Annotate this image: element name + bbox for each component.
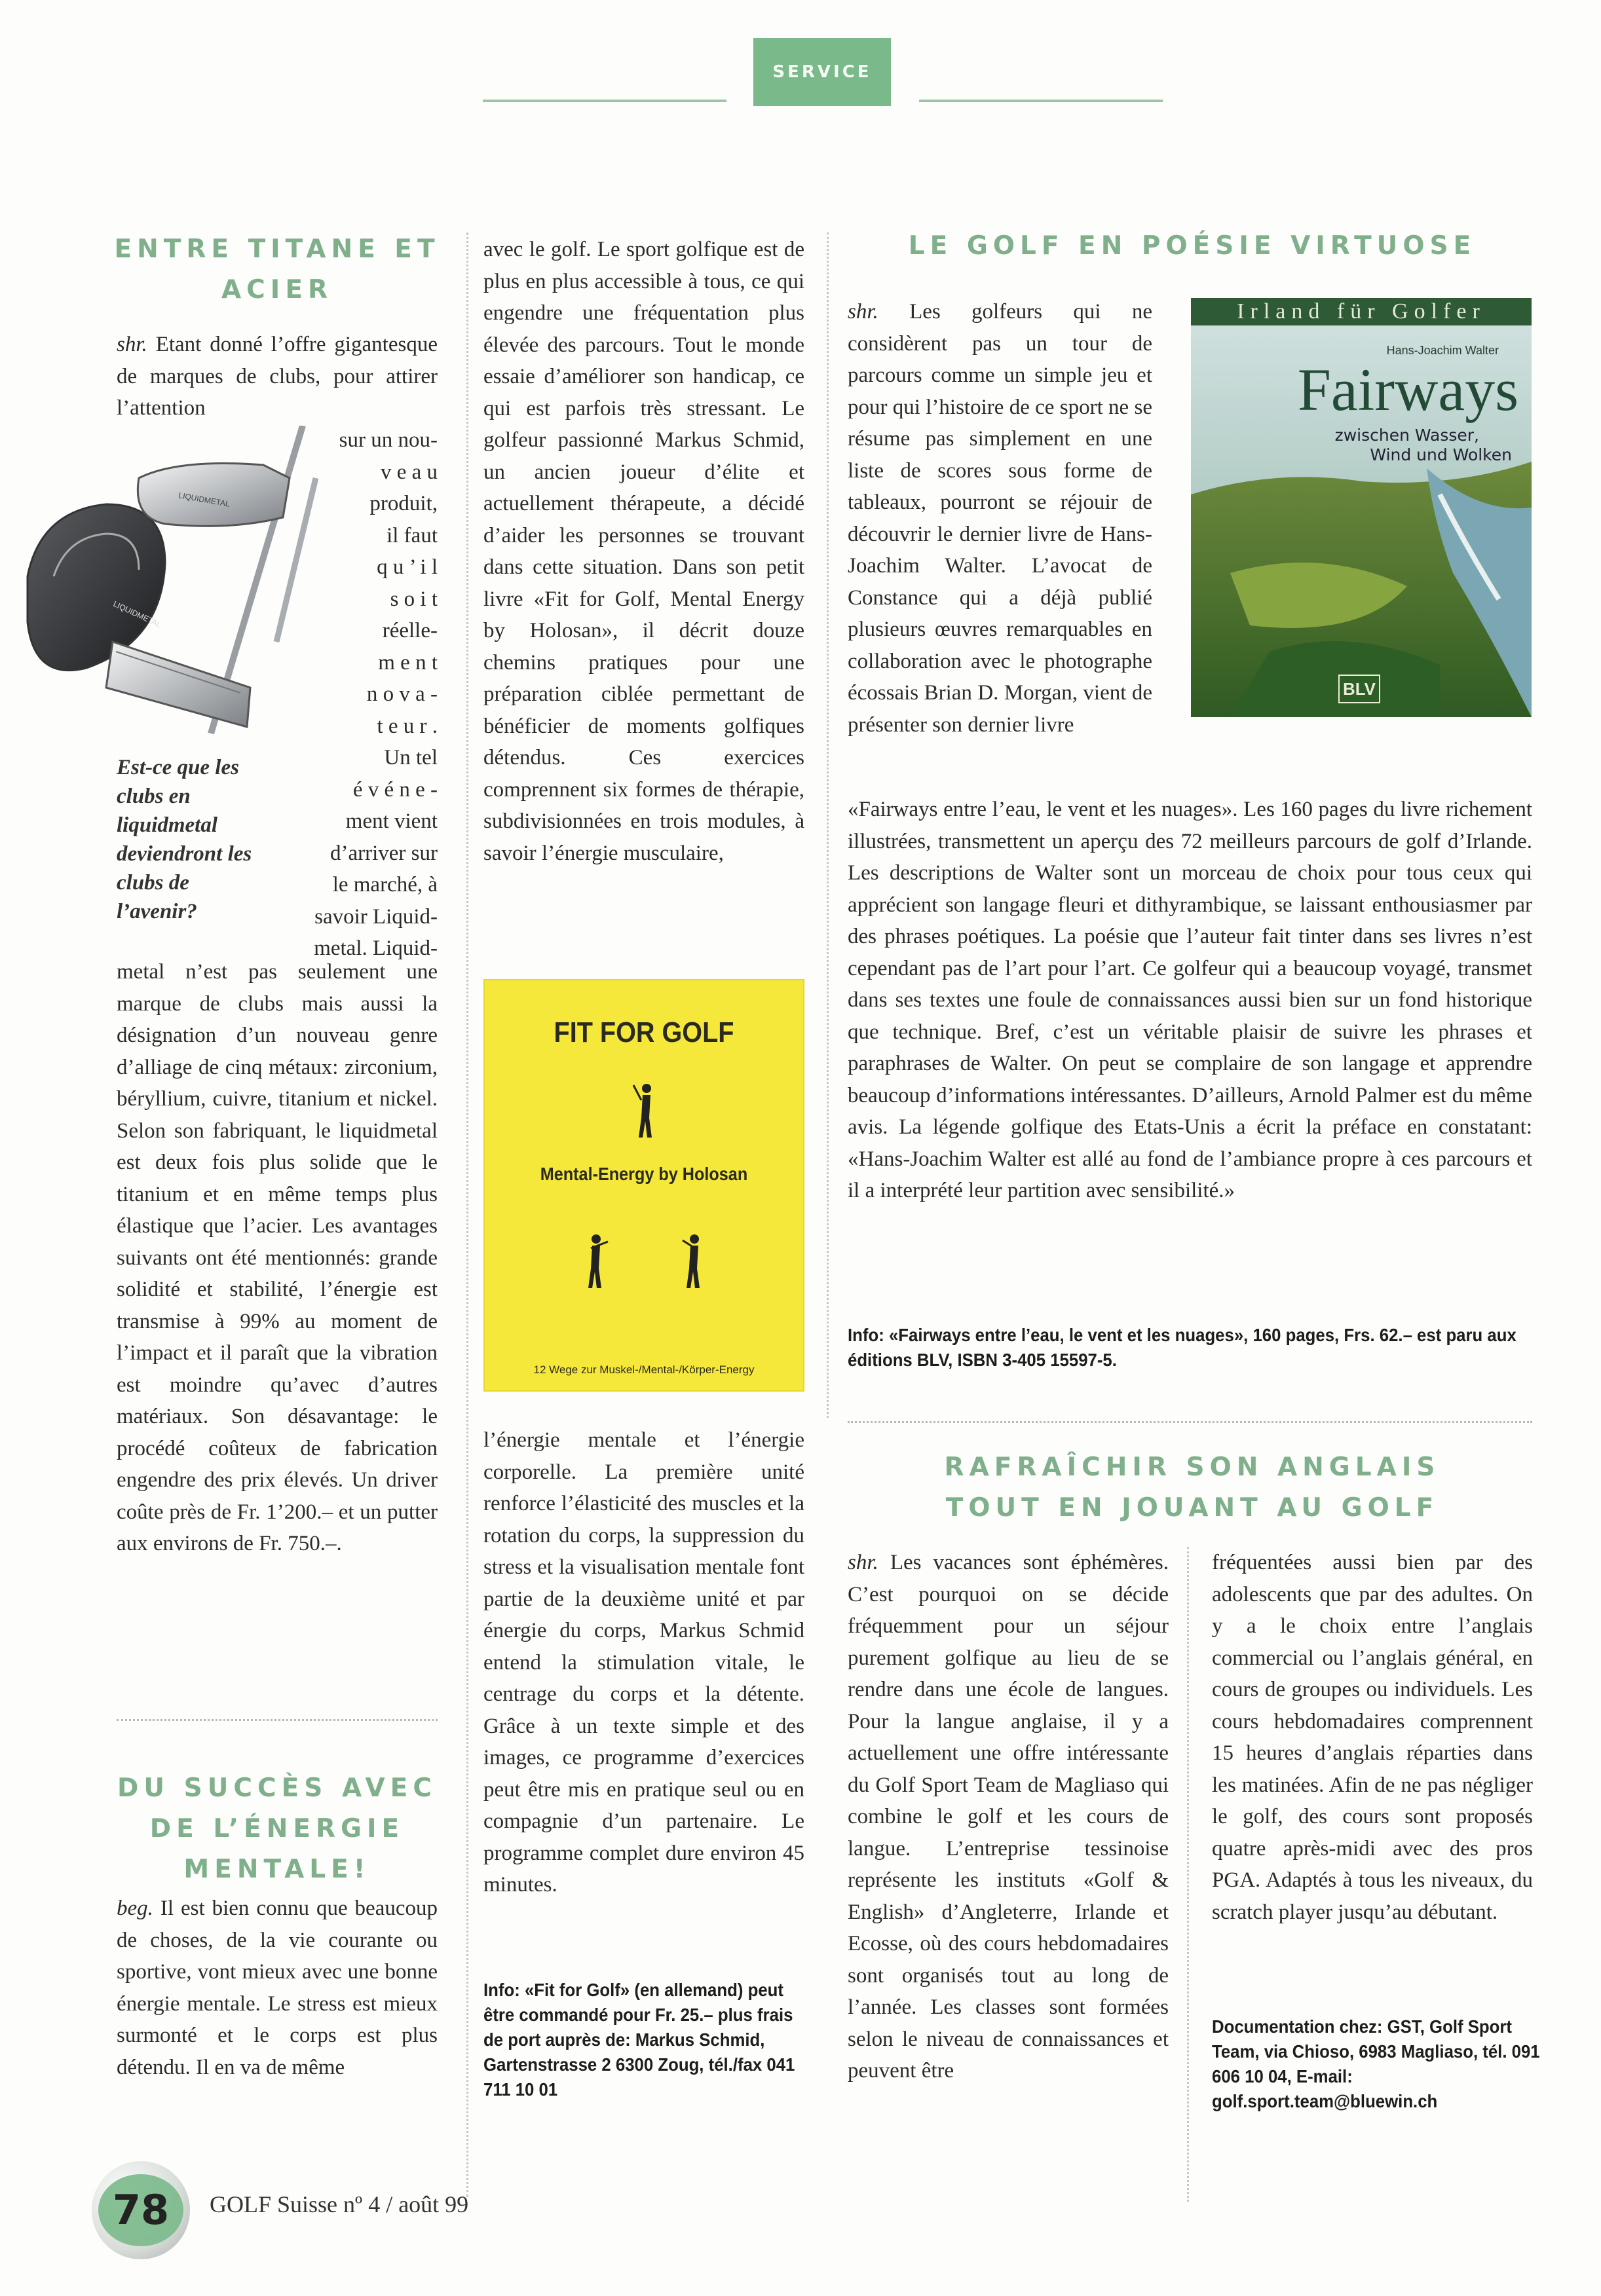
article-titane-title: ENTRE TITANE ET ACIER xyxy=(114,234,440,305)
fit-for-golf-book-cover xyxy=(483,979,804,1392)
wrap-line: d’arriver sur xyxy=(330,841,438,865)
wrap-line: Un tel xyxy=(384,746,438,769)
byline: shr. xyxy=(848,300,878,324)
wrap-line: é v é n e - xyxy=(352,777,438,802)
publication-line: GOLF Suisse nº 4 / août 99 xyxy=(210,2191,469,2217)
body-paragraph: l’énergie mentale et l’énergie corporelle. La première unité renforce l’élasticité des muscles et la rotation du corps, la suppression du stress et la visualisation mentale font partie de la deuxième unité et par énergie du corps, Markus Schmid entend la stimulation vitale, le centrage du corps et la détente. Grâce à un texte simple et des images, ce programme d’exercices peut être mis en pratique seul ou en compagnie d’un partenaire. Le programme complet dure environ 45 minutes. xyxy=(483,1428,804,1897)
article-anglais-col2 xyxy=(1212,1547,1533,1928)
book-subtitle-2: Wind und Wolken xyxy=(1370,445,1512,464)
golfer-icon xyxy=(675,1232,714,1291)
header-rule-right xyxy=(919,100,1163,102)
byline: shr. xyxy=(848,1551,878,1574)
body-paragraph: Il est bien connu que beaucoup de choses, de la vie courante ou sportive, vont mieux avec une bonne énergie mentale. Le stress est mieux surmonté et le corps est plus détendu. Il en va de même xyxy=(117,1897,438,2079)
fairways-book-cover xyxy=(1191,298,1532,717)
article-poesie-title: LE GOLF EN POÉSIE VIRTUOSE xyxy=(908,231,1477,261)
wrap-line: il faut xyxy=(386,523,438,547)
image-label: LIQUIDMETAL xyxy=(111,599,163,630)
wrap-line: v e a u xyxy=(380,460,438,484)
wrap-lines xyxy=(280,424,438,965)
wrap-line: s o i t xyxy=(390,587,438,611)
header-rule-left xyxy=(483,100,726,102)
golfer-icon xyxy=(626,1082,665,1141)
article-anglais-col1 xyxy=(848,1547,1169,2087)
article-energie-col2-top xyxy=(483,234,804,869)
article-anglais-title: RAFRAÎCHIR SON ANGLAIS TOUT EN JOUANT AU GOLF xyxy=(944,1453,1441,1523)
section-tab: SERVICE xyxy=(753,38,891,106)
article-titane-intro xyxy=(117,329,438,424)
article-poesie-narrow xyxy=(848,296,1152,741)
book-title: Fairways xyxy=(1297,356,1518,423)
book-title: FIT FOR GOLF xyxy=(554,1016,734,1048)
wrap-line: sur un nou- xyxy=(339,428,438,452)
article-poesie-wide xyxy=(848,794,1532,1207)
wrap-line: savoir Liquid- xyxy=(314,904,438,929)
wrap-line: réelle- xyxy=(382,619,438,642)
article-energie-info: Info: «Fit for Golf» (en allemand) peut être commandé pour Fr. 25.– plus frais de port auprès de: Markus Schmid, Gartenstrasse 2 6300 Zoug, tél./fax 041 711 10 01 xyxy=(483,1980,795,2100)
golf-clubs-image xyxy=(14,426,322,766)
body-paragraph: Les golfeurs qui ne considèrent pas un tour de parcours comme un simple jeu et pour qui l’histoire de ce sport ne se résume pas simplement en une liste de scores sous forme de tableaux, pourront se réjouir de découvrir le dernier livre de Hans-Joachim Walter. L’avocat de Constance qui a déjà publié plusieurs œuvres remarquables en collaboration avec le photographe écossais Brian D. Morgan, vient de présenter son dernier livre xyxy=(848,300,1152,737)
intro-text: Etant donné l’offre gigantesque de marques de clubs, pour attirer l’attention xyxy=(117,333,438,420)
divider xyxy=(117,1719,438,1721)
page-number: 78 xyxy=(112,2186,170,2234)
body-paragraph: fréquentées aussi bien par des adolescents que par des adultes. On y a le choix entre l’anglais commercial ou l’anglais général, en cours de groupes ou individuels. Les cours hebdomadaires comprennent 15 heures d’anglais réparties dans les matinées. Afin de ne pas négliger le golf, des cours sont proposés quatre après-midi avec des pros PGA. Adaptés à tous les niveaux, du scratch player jusqu’au débutant. xyxy=(1212,1551,1533,1924)
wrap-line: n o v a - xyxy=(366,682,438,706)
publisher-logo: BLV xyxy=(1338,675,1380,703)
column-divider xyxy=(1187,1547,1189,2202)
divider xyxy=(848,1421,1532,1423)
body-paragraph: avec le golf. Le sport golfique est de plus en plus accessible à tous, ce qui engendre une fréquentation plus élevée des parcours. Tout le monde essaie d’améliorer son handicap, ce qui est parfois très stressant. Le golfeur passionné Markus Schmid, un ancien joueur d’élite et actuellement thérapeute, a décidé d’aider les personnes se trouvant dans cette situation. Dans son petit livre «Fit for Golf, Mental Energy by Holosan», il décrit douze chemins pratiques pour une préparation ciblée permettant de bénéficier de moments golfiques détendus. Ces exercices comprennent six formes de thérapie, subdivisionnées en trois modules, à savoir l’énergie musculaire, xyxy=(483,238,804,865)
article-energie-title: DU SUCCÈS AVEC DE L’ÉNERGIE MENTALE! xyxy=(117,1773,437,1884)
article-anglais-info: Documentation chez: GST, Golf Sport Team, via Chioso, 6983 Magliaso, tél. 091 606 10 04, E-mail: golf.sport.team@bluewin.ch xyxy=(1212,2016,1540,2111)
wrap-line: q u ’ i l xyxy=(377,555,438,579)
wrap-line: metal. Liquid- xyxy=(314,936,438,960)
image-label-2: LIQUIDMETAL xyxy=(178,491,231,509)
byline: shr. xyxy=(117,333,147,356)
column-divider xyxy=(827,232,829,1418)
article-titane-wrap xyxy=(280,424,438,965)
body-paragraph: «Fairways entre l’eau, le vent et les nuages». Les 160 pages du livre richement illustrées, transmettent un aperçu des 72 meilleurs parcours de golf d’Irlande. Les descriptions de Walter sont un morceau de choix pour tous ceux qui apprécient son langage fleuri et dithyrambique, se laissant enthousiasmer par des phrases poétiques. La poésie que l’auteur fait tinter dans ses livres n’est cependant pas de l’art pour l’art. Ce golfeur qui a beaucoup voyagé, transmet dans ses textes une foule de connaissances aussi bien sur un fond historique que technique. Bref, c’est un véritable plaisir de suivre les phrases et paraphrases de Walter. On peut se complaire de son langage et apprendre beaucoup d’informations intéressantes. D’ailleurs, Arnold Palmer est du même avis. La légende golfique des Etats-Unis a écrit la préface en constatant: «Hans-Joachim Walter est allé au fond de l’ambiance propre à ces parcours et il a interprété leur partition avec sensibilité.» xyxy=(848,798,1532,1202)
golf-ball-icon xyxy=(92,2161,190,2259)
book-series: Irland für Golfer xyxy=(1191,298,1532,325)
body-paragraph: Les vacances sont éphémères. C’est pourquoi on se décide fréquemment pour un séjour purement golfique au lieu de se rendre dans une école de langues. Pour la langue anglaise, il y a actuellement une offre intéressante du Golf Sport Team de Magliaso qui combine le golf et les cours de langue. L’entreprise tessinoise représente les instituts «Golf & English» d’Angleterre, Irlande et Ecosse, où des cours hebdomadaires sont organisés tout au long de l’année. Les classes sont formées selon le niveau de connaissances et peuvent être xyxy=(848,1551,1169,2083)
image-caption: Est-ce que les clubs en liquidmetal deviendront les clubs de l’avenir? xyxy=(117,756,252,923)
wrap-line: t e u r . xyxy=(377,714,438,738)
book-subtitle: Mental-Energy by Holosan xyxy=(540,1164,748,1184)
column-divider xyxy=(466,232,468,2197)
wrap-line: produit, xyxy=(369,492,438,515)
book-author: Hans-Joachim Walter xyxy=(1386,344,1499,357)
article-titane-body xyxy=(117,956,438,1560)
wrap-line: m e n t xyxy=(378,650,438,675)
wrap-line: ment vient xyxy=(345,809,438,833)
article-energie-col2-bottom xyxy=(483,1424,804,1901)
article-poesie-info: Info: «Fairways entre l’eau, le vent et les nuages», 160 pages, Frs. 62.– est paru aux éditions BLV, ISBN 3-405 15597-5. xyxy=(848,1325,1516,1370)
book-subtitle-1: zwischen Wasser, xyxy=(1334,426,1479,445)
byline: beg. xyxy=(117,1897,153,1920)
golfer-icon xyxy=(576,1232,616,1291)
wrap-line: le marché, à xyxy=(332,873,438,897)
article-energie-col1 xyxy=(117,1893,438,2083)
body-paragraph: metal n’est pas seulement une marque de clubs mais aussi la désignation d’un nouveau genre d’alliage de cinq métaux: zirconium, béryllium, cuivre, titanium et nickel. Selon son fabriquant, le liquidmetal est deux fois plus solide que le titanium et en même temps plus élastique que l’acier. Les avantages suivants ont été mentionnés: grande solidité et stabilité, l’énergie est transmise à 99% au moment de l’impact et il paraît que la vibration est moindre qu’avec d’autres matériaux. Son désavantage: le procédé coûteux de fabrication engendre des prix élevés. Un driver coûte près de Fr. 1’200.– et un putter aux environs de Fr. 750.–. xyxy=(117,960,438,1555)
book-footer: 12 Wege zur Muskel-/Mental-/Körper-Energy xyxy=(533,1363,755,1376)
